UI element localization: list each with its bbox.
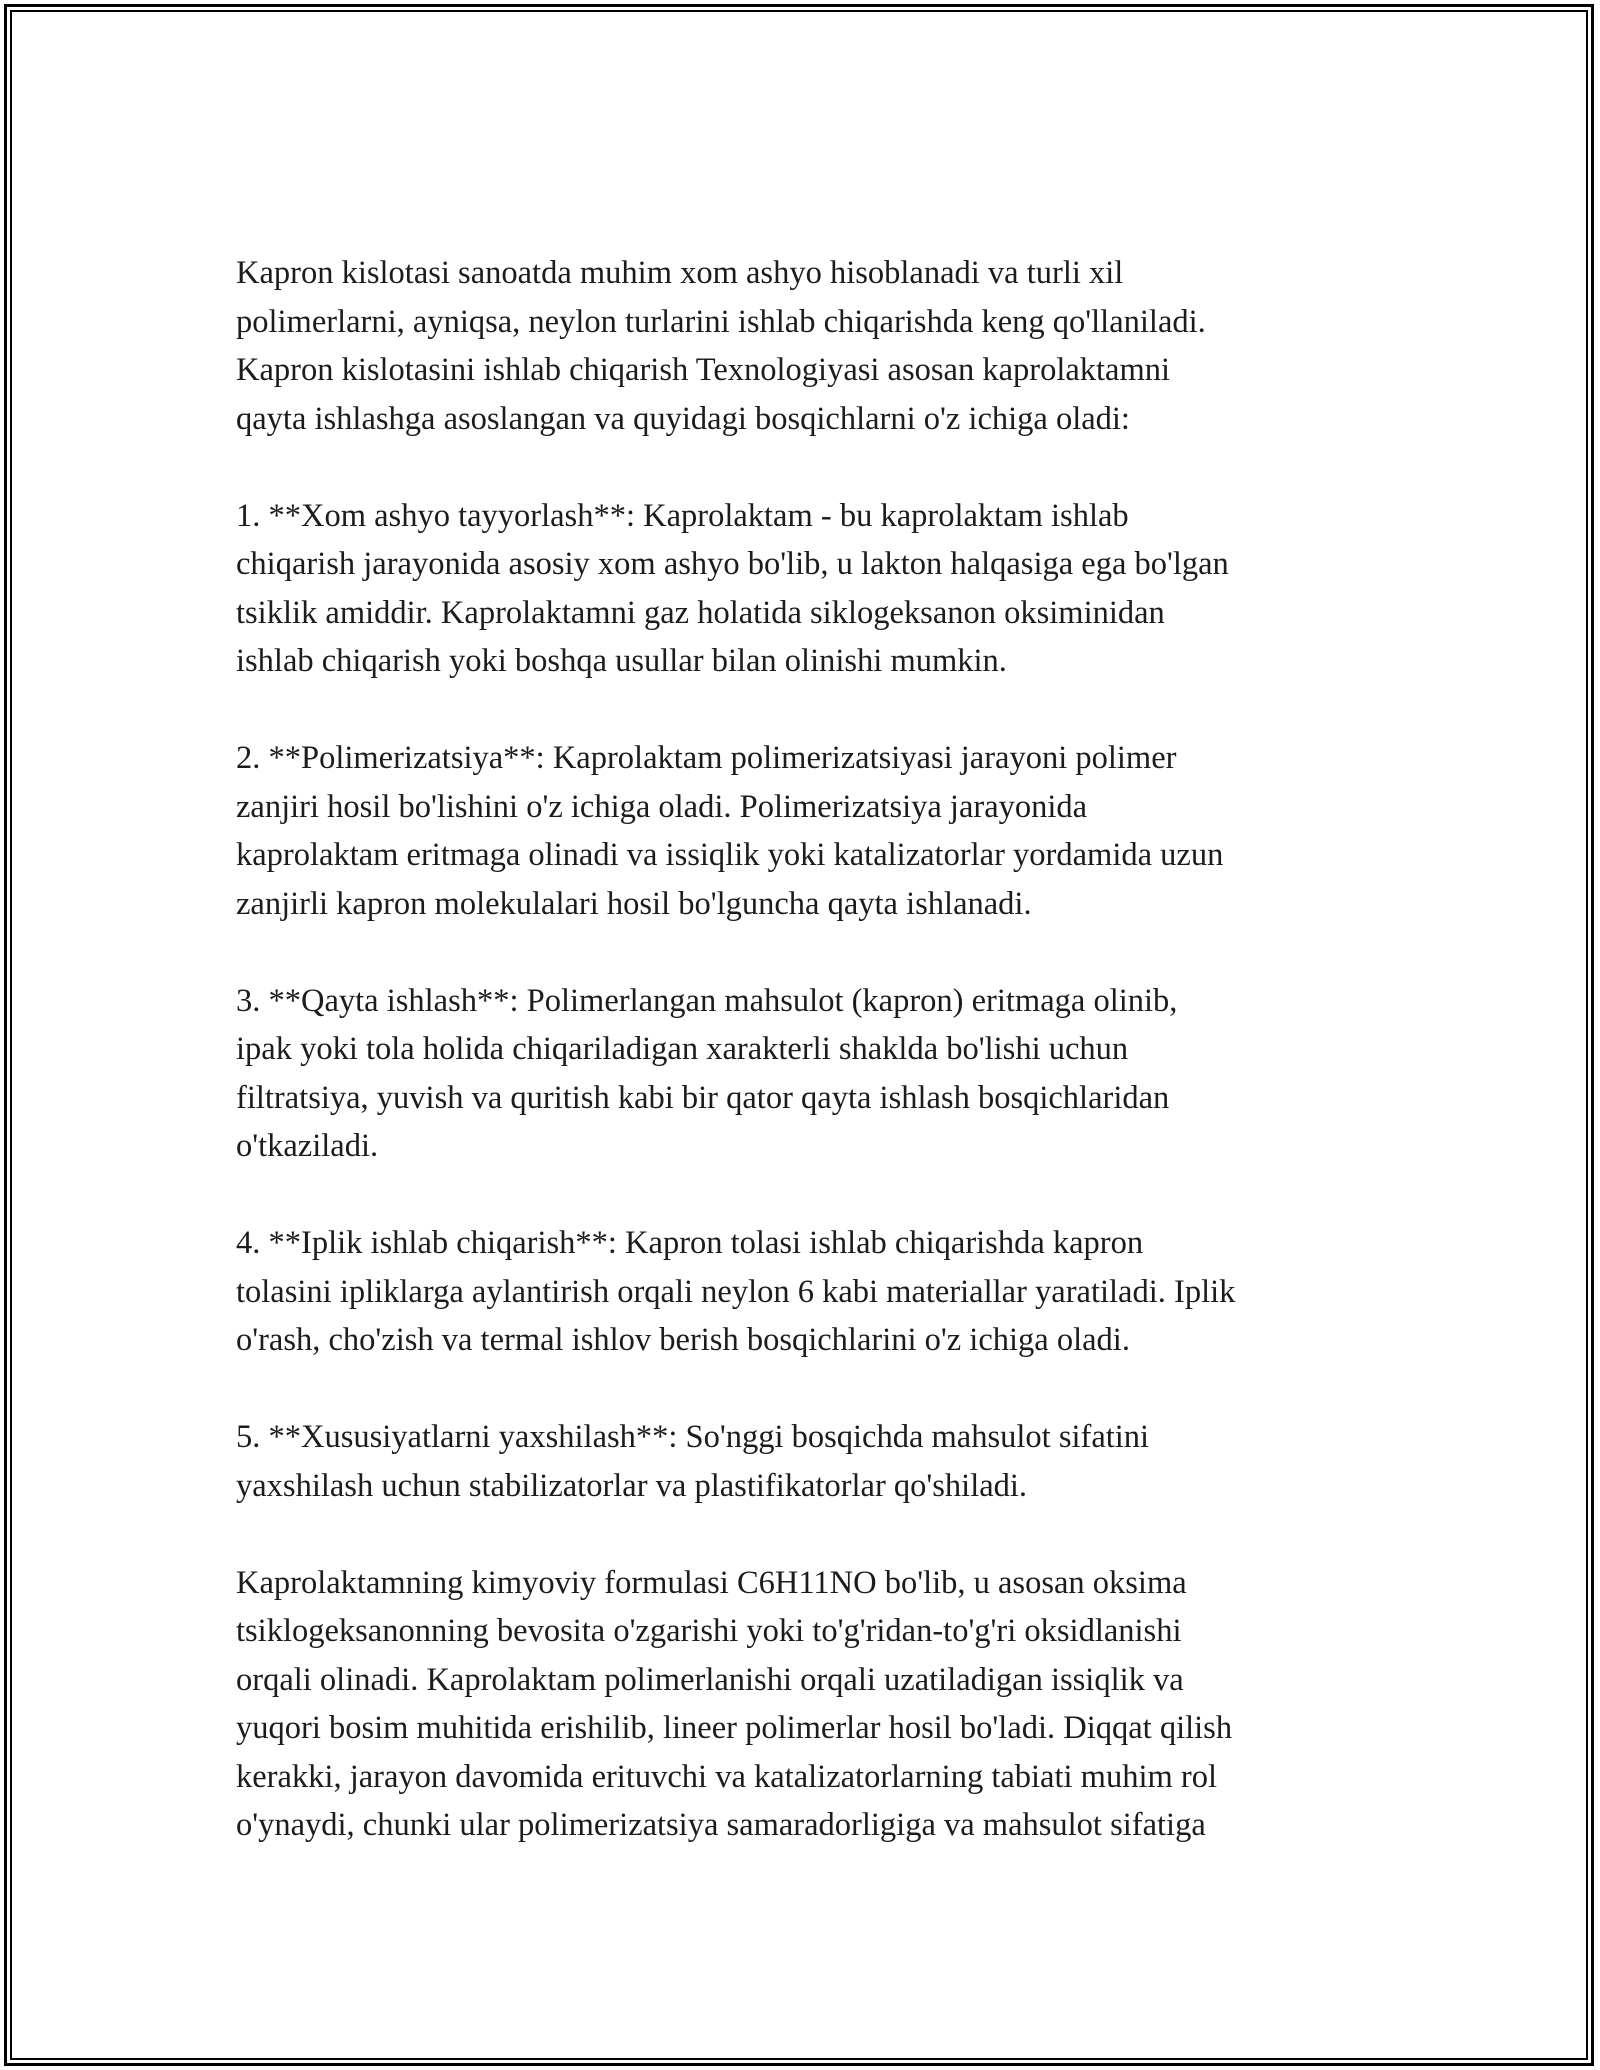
text-line: 1. **Xom ashyo tayyorlash**: Kaprolaktam - bu kaprolaktam ishlab <box>236 497 1129 534</box>
text-line: Kapron kislotasi sanoatda muhim xom ashyo hisoblanadi va turli xil <box>236 255 1124 291</box>
text-line: o'ynaydi, chunki ular polimerizatsiya samaradorligiga va mahsulot sifatiga <box>236 1807 1206 1843</box>
text-line: filtratsiya, yuvish va quritish kabi bir qator qayta ishlash bosqichlaridan <box>236 1079 1170 1116</box>
text-line: 3. **Qayta ishlash**: Polimerlangan mahsulot (kapron) eritmaga olinib, <box>236 982 1178 1019</box>
intro-paragraph <box>236 249 1396 443</box>
text-line: 5. **Xususiyatlarni yaxshilash**: So'nggi bosqichda mahsulot sifatini <box>236 1419 1150 1455</box>
text-line: chiqarish jarayonida asosiy xom ashyo bo'lib, u lakton halqasiga ega bo'lgan <box>236 546 1229 582</box>
text-line: tolasini ipliklarga aylantirish orqali neylon 6 kabi materiallar yaratiladi. Iplik <box>236 1273 1236 1310</box>
text-line: tsiklogeksanonning bevosita o'zgarishi yoki to'g'ridan-to'g'ri oksidlanishi <box>236 1613 1182 1649</box>
text-line: o'tkaziladi. <box>236 1128 379 1164</box>
text-line: 4. **Iplik ishlab chiqarish**: Kapron tolasi ishlab chiqarishda kapron <box>236 1225 1144 1261</box>
text-line: zanjiri hosil bo'lishini o'z ichiga oladi. Polimerizatsiya jarayonida <box>236 788 1088 825</box>
text-line: tsiklik amiddir. Kaprolaktamni gaz holatida siklogeksanon oksiminidan <box>236 594 1165 631</box>
text-line: qayta ishlashga asoslangan va quyidagi bosqichlarni o'z ichiga oladi: <box>236 400 1130 437</box>
text-line: yaxshilash uchun stabilizatorlar va plastifikatorlar qo'shiladi. <box>236 1467 1028 1504</box>
text-line: o'rash, cho'zish va termal ishlov berish bosqichlarini o'z ichiga oladi. <box>236 1322 1130 1358</box>
text-line: 2. **Polimerizatsiya**: Kaprolaktam polimerizatsiyasi jarayoni polimer <box>236 740 1177 776</box>
step-4-paragraph <box>236 1219 1396 1365</box>
text-line: kaprolaktam eritmaga olinadi va issiqlik yoki katalizatorlar yordamida uzun <box>236 837 1224 873</box>
text-line: Kaprolaktamning kimyoviy formulasi C6H11NO bo'lib, u asosan oksima <box>236 1564 1187 1601</box>
text-line: polimerlarni, ayniqsa, neylon turlarini ishlab chiqarishda keng qo'llaniladi. <box>236 303 1206 340</box>
document-body <box>236 249 1396 1898</box>
closing-paragraph <box>236 1559 1396 1850</box>
text-line: zanjirli kapron molekulalari hosil bo'lguncha qayta ishlanadi. <box>236 885 1032 922</box>
step-5-paragraph <box>236 1413 1396 1510</box>
text-line: kerakki, jarayon davomida erituvchi va katalizatorlarning tabiati muhim rol <box>236 1758 1217 1795</box>
text-line: Kapron kislotasini ishlab chiqarish Texnologiyasi asosan kaprolaktamni <box>236 352 1171 388</box>
text-line: ishlab chiqarish yoki boshqa usullar bilan olinishi mumkin. <box>236 643 1007 679</box>
text-line: ipak yoki tola holida chiqariladigan xarakterli shaklda bo'lishi uchun <box>236 1031 1129 1067</box>
step-2-paragraph <box>236 734 1396 928</box>
text-line: yuqori bosim muhitida erishilib, lineer polimerlar hosil bo'ladi. Diqqat qilish <box>236 1710 1233 1746</box>
step-3-paragraph <box>236 977 1396 1171</box>
step-1-paragraph <box>236 492 1396 686</box>
text-line: orqali olinadi. Kaprolaktam polimerlanishi orqali uzatiladigan issiqlik va <box>236 1661 1184 1698</box>
